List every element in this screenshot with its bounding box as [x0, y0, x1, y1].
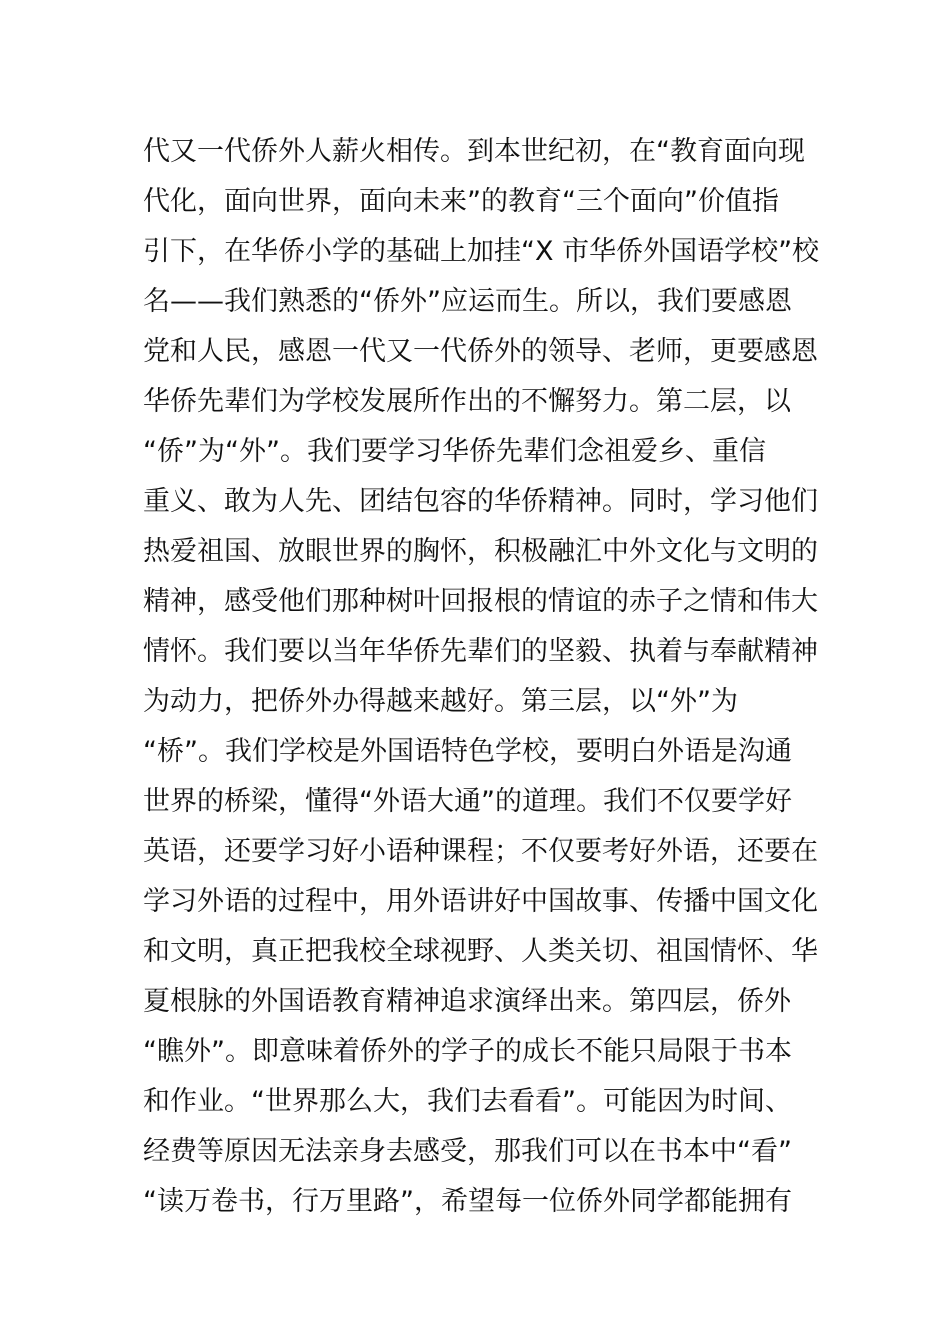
- text-line: 热爱祖国、放眼世界的胸怀，积极融汇中外文化与文明的: [143, 536, 818, 567]
- text-line: 情怀。我们要以当年华侨先辈们的坚毅、执着与奉献精神: [143, 636, 818, 667]
- text-line: 英语，还要学习好小语种课程；不仅要考好外语，还要在: [143, 836, 818, 867]
- text-line: 为动力，把侨外办得越来越好。第三层，以“外”为: [143, 686, 738, 717]
- text-line: 经费等原因无法亲身去感受，那我们可以在书本中“看”: [143, 1136, 792, 1167]
- text-line: 代化，面向世界，面向未来”的教育“三个面向”价值指: [143, 186, 779, 217]
- text-line: “读万卷书，行万里路”，希望每一位侨外同学都能拥有: [143, 1186, 792, 1217]
- text-line: 精神，感受他们那种树叶回报根的情谊的赤子之情和伟大: [143, 586, 818, 617]
- text-line: “桥”。我们学校是外国语特色学校，要明白外语是沟通: [143, 736, 792, 767]
- text-line: 重义、敢为人先、团结包容的华侨精神。同时，学习他们: [143, 486, 818, 517]
- text-line: “瞧外”。即意味着侨外的学子的成长不能只局限于书本: [143, 1036, 792, 1067]
- text-line: “侨”为“外”。我们要学习华侨先辈们念祖爱乡、重信: [143, 436, 766, 467]
- body-paragraph: [143, 127, 820, 1227]
- text-line: 夏根脉的外国语教育精神追求演绎出来。第四层，侨外: [143, 986, 791, 1017]
- text-line: 代又一代侨外人薪火相传。到本世纪初，在“教育面向现: [143, 136, 805, 167]
- text-line: 世界的桥梁，懂得“外语大通”的道理。我们不仅要学好: [143, 786, 792, 817]
- text-line: 名——我们熟悉的“侨外”应运而生。所以，我们要感恩: [143, 286, 792, 317]
- text-line: 和文明，真正把我校全球视野、人类关切、祖国情怀、华: [143, 936, 818, 967]
- text-line: 华侨先辈们为学校发展所作出的不懈努力。第二层，以: [143, 386, 791, 417]
- text-line: 和作业。“世界那么大，我们去看看”。可能因为时间、: [143, 1086, 792, 1117]
- text-line: 引下，在华侨小学的基础上加挂“X 市华侨外国语学校”校: [143, 236, 820, 267]
- text-line: 学习外语的过程中，用外语讲好中国故事、传播中国文化: [143, 886, 818, 917]
- text-line: 党和人民，感恩一代又一代侨外的领导、老师，更要感恩: [143, 336, 818, 367]
